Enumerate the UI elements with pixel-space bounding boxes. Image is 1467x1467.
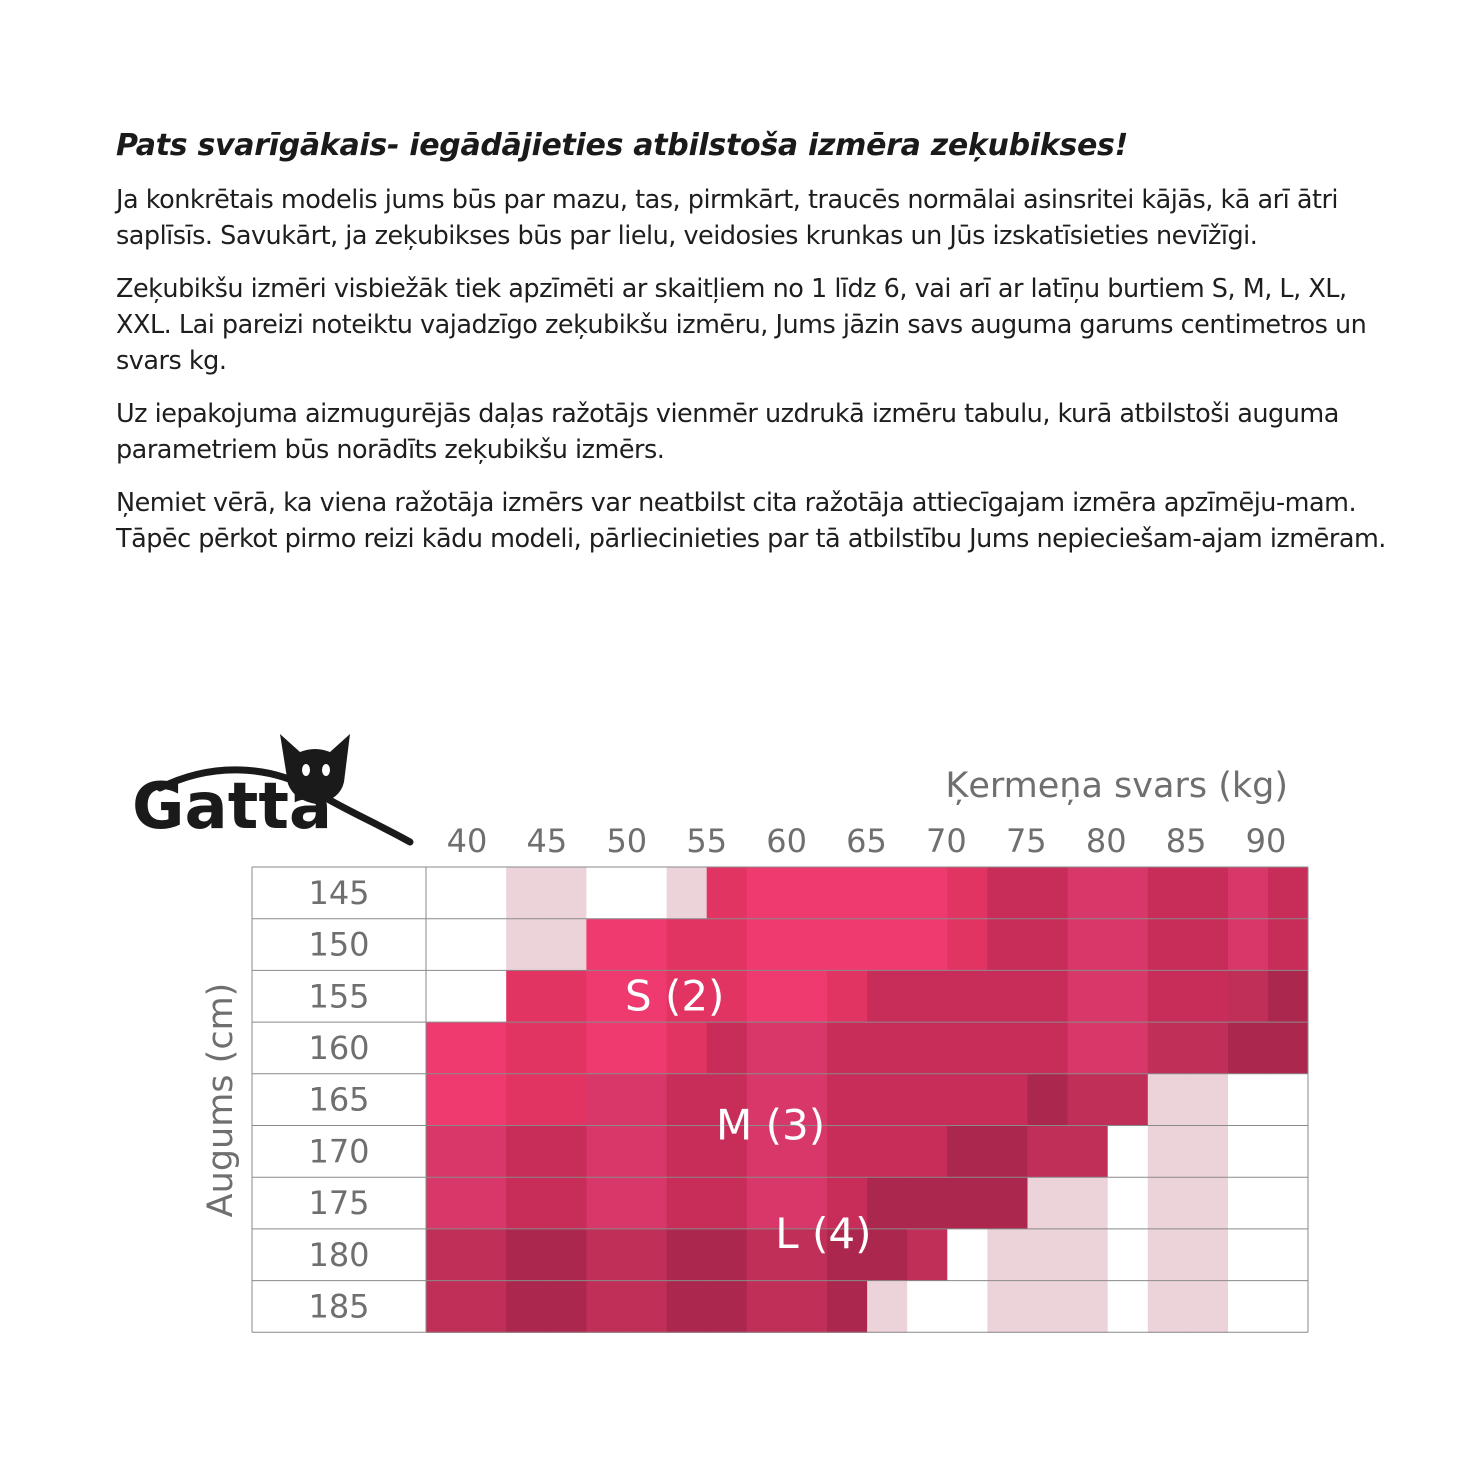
chart-cell	[827, 867, 868, 919]
chart-cell	[827, 970, 868, 1022]
chart-cell	[506, 867, 547, 919]
chart-cell	[907, 1229, 948, 1281]
chart-cell	[546, 1074, 587, 1126]
chart-cell	[1028, 919, 1069, 971]
chart-cell	[1148, 867, 1189, 919]
chart-cell	[627, 919, 668, 971]
chart-cell	[506, 919, 547, 971]
chart-cell	[506, 1022, 547, 1074]
chart-cell	[426, 1022, 467, 1074]
x-tick-label: 75	[1005, 822, 1047, 860]
chart-cell	[867, 1229, 908, 1281]
chart-cell	[586, 1022, 627, 1074]
chart-cell	[426, 867, 467, 919]
x-tick-label: 50	[606, 822, 648, 860]
chart-cell	[947, 1229, 988, 1281]
chart-cell	[867, 919, 908, 971]
chart-cell	[1148, 1126, 1189, 1178]
chart-cell	[627, 1126, 668, 1178]
chart-cell	[426, 1281, 467, 1333]
chart-cell	[867, 867, 908, 919]
chart-cell	[466, 1126, 507, 1178]
chart-cell	[627, 1177, 668, 1229]
chart-cell	[1188, 1022, 1229, 1074]
chart-cell	[667, 1074, 708, 1126]
chart-cell	[907, 1126, 948, 1178]
chart-cell	[1068, 1281, 1109, 1333]
chart-cell	[667, 1022, 708, 1074]
chart-cell	[747, 1022, 788, 1074]
chart-cell	[1148, 1074, 1189, 1126]
chart-cell	[787, 1022, 828, 1074]
chart-cell	[827, 1022, 868, 1074]
chart-cell	[1188, 1126, 1229, 1178]
chart-cell	[787, 919, 828, 971]
chart-cell	[1148, 970, 1189, 1022]
chart-cell	[1148, 1229, 1189, 1281]
chart-cell	[987, 867, 1028, 919]
chart-cell	[466, 867, 507, 919]
chart-cell	[987, 1281, 1028, 1333]
chart-cell	[1148, 1022, 1189, 1074]
chart-cell	[867, 970, 908, 1022]
chart-cell	[1148, 1177, 1189, 1229]
chart-cell	[1228, 867, 1269, 919]
chart-cell	[627, 867, 668, 919]
chart-cell	[907, 1281, 948, 1333]
chart-cell	[1188, 1229, 1229, 1281]
chart-cell	[506, 1074, 547, 1126]
chart-cell	[787, 1281, 828, 1333]
chart-cell	[867, 1281, 908, 1333]
chart-cell	[1028, 970, 1069, 1022]
chart-cell	[947, 970, 988, 1022]
x-tick-label: 60	[766, 822, 807, 860]
chart-cell	[987, 1022, 1028, 1074]
chart-cell	[466, 1177, 507, 1229]
y-axis-title: Augums (cm)	[201, 982, 241, 1218]
chart-cell	[466, 1229, 507, 1281]
chart-cell	[987, 1229, 1028, 1281]
chart-cell	[707, 1229, 748, 1281]
y-tick-label: 150	[308, 925, 370, 964]
chart-cell	[987, 970, 1028, 1022]
brand-logo	[132, 734, 410, 844]
chart-cell	[947, 1022, 988, 1074]
size-label: L (4)	[775, 1209, 872, 1259]
chart-cell	[426, 1074, 467, 1126]
chart-cell	[667, 1126, 708, 1178]
chart-cell	[546, 1229, 587, 1281]
y-tick-label: 175	[308, 1184, 370, 1223]
chart-cell	[867, 1022, 908, 1074]
chart-cell	[947, 919, 988, 971]
chart-cell	[546, 1126, 587, 1178]
chart-cell	[1268, 970, 1308, 1022]
chart-cell	[586, 1126, 627, 1178]
chart-cell	[827, 1281, 868, 1333]
x-tick-label: 90	[1245, 822, 1287, 860]
chart-cell	[466, 1022, 507, 1074]
chart-cell	[546, 970, 587, 1022]
chart-cell	[1068, 1229, 1109, 1281]
chart-cell	[1068, 1177, 1109, 1229]
chart-cell	[867, 1126, 908, 1178]
chart-cell	[506, 1126, 547, 1178]
chart-cell	[466, 1074, 507, 1126]
chart-cell	[987, 919, 1028, 971]
chart-cell	[586, 1229, 627, 1281]
chart-cell	[546, 1022, 587, 1074]
chart-cell	[426, 1229, 467, 1281]
chart-cell	[947, 1281, 988, 1333]
chart-cell	[947, 1126, 988, 1178]
size-chart	[0, 700, 1467, 1380]
y-tick-label: 170	[308, 1132, 370, 1171]
chart-cell	[1268, 1074, 1308, 1126]
chart-cell	[987, 1126, 1028, 1178]
article-paragraph-3: Uz iepakojuma aizmugurējās daļas ražotājs vienmēr uzdrukā izmēru tabulu, kurā atbilstoši auguma parametriem būs norādīts zeķubikšu izmērs.	[116, 399, 1339, 465]
chart-cell	[546, 867, 587, 919]
chart-cell	[1268, 1126, 1308, 1178]
chart-cell	[1228, 970, 1269, 1022]
chart-cell	[1188, 867, 1229, 919]
chart-cell	[1108, 1177, 1149, 1229]
chart-cell	[867, 1074, 908, 1126]
chart-cell	[1068, 1022, 1109, 1074]
chart-cell	[1228, 1022, 1269, 1074]
x-tick-label: 55	[686, 822, 728, 860]
chart-cell	[1188, 1177, 1229, 1229]
chart-cell	[586, 970, 627, 1022]
chart-cell	[1148, 1281, 1189, 1333]
chart-cell	[667, 867, 708, 919]
chart-cell	[1068, 1074, 1109, 1126]
chart-cell	[947, 867, 988, 919]
y-tick-label: 185	[308, 1287, 370, 1326]
chart-cell	[1108, 1281, 1149, 1333]
chart-cell	[907, 970, 948, 1022]
chart-cell	[1228, 1229, 1269, 1281]
article-heading: Pats svarīgākais- iegādājieties atbilstoša izmēra zeķubikses!	[116, 128, 1128, 163]
chart-cell	[627, 1281, 668, 1333]
chart-cell	[787, 970, 828, 1022]
chart-cell	[667, 1177, 708, 1229]
chart-cell	[1268, 1177, 1308, 1229]
chart-cell	[586, 919, 627, 971]
chart-cell	[987, 1177, 1028, 1229]
chart-cell	[1228, 919, 1269, 971]
chart-cell	[907, 1177, 948, 1229]
chart-cell	[627, 1074, 668, 1126]
article-paragraph-1: Ja konkrētais modelis jums būs par mazu, tas, pirmkārt, traucēs normālai asinsritei kājās, kā arī ātri saplīsīs. Savukārt, ja zeķubikses būs par lielu, veidosies krunkas un Jūs izskatīsieties nevīžīgi.	[116, 185, 1339, 251]
chart-cell	[907, 867, 948, 919]
chart-cell	[707, 1022, 748, 1074]
chart-cell	[1028, 1281, 1069, 1333]
x-tick-label: 85	[1165, 822, 1207, 860]
chart-cell	[1108, 1229, 1149, 1281]
chart-cell	[426, 919, 467, 971]
chart-cell	[627, 1229, 668, 1281]
chart-cell	[1108, 867, 1149, 919]
chart-cell	[1228, 1126, 1269, 1178]
chart-cell	[1028, 1177, 1069, 1229]
chart-cell	[827, 1074, 868, 1126]
chart-cell	[466, 970, 507, 1022]
chart-cell	[827, 1126, 868, 1178]
y-tick-label: 165	[308, 1080, 370, 1119]
chart-cell	[426, 1126, 467, 1178]
chart-cell	[586, 1281, 627, 1333]
chart-cell	[1228, 1074, 1269, 1126]
chart-cell	[1268, 867, 1308, 919]
chart-cell	[907, 1022, 948, 1074]
chart-cell	[1228, 1177, 1269, 1229]
chart-cell	[947, 1177, 988, 1229]
chart-cell	[787, 867, 828, 919]
chart-cell	[1028, 1229, 1069, 1281]
x-tick-label: 70	[926, 822, 967, 860]
chart-cell	[546, 919, 587, 971]
chart-cell	[546, 1177, 587, 1229]
article	[116, 124, 1406, 574]
x-axis-title: Ķermeņa svars (kg)	[945, 766, 1288, 806]
chart-cell	[586, 1177, 627, 1229]
logo-text: Gatta	[132, 770, 333, 844]
chart-cell	[1148, 919, 1189, 971]
chart-cell	[506, 1281, 547, 1333]
x-tick-label: 45	[526, 822, 568, 860]
y-tick-label: 155	[308, 977, 370, 1016]
chart-cell	[667, 1229, 708, 1281]
chart-cell	[867, 1177, 908, 1229]
chart-cell	[1028, 1074, 1069, 1126]
chart-cell	[627, 1022, 668, 1074]
chart-cell	[1068, 970, 1109, 1022]
chart-cell	[1228, 1281, 1269, 1333]
chart-cell	[1188, 1074, 1229, 1126]
chart-cell	[1268, 1022, 1308, 1074]
chart-cell	[506, 1177, 547, 1229]
chart-cell	[426, 970, 467, 1022]
chart-cell	[747, 919, 788, 971]
chart-cell	[667, 919, 708, 971]
chart-cell	[707, 919, 748, 971]
chart-cell	[1268, 919, 1308, 971]
chart-cell	[1268, 1281, 1308, 1333]
chart-cell	[466, 919, 507, 971]
article-paragraph-2: Zeķubikšu izmēri visbiežāk tiek apzīmēti ar skaitļiem no 1 līdz 6, vai arī ar latīņu burtiem S, M, L, XL, XXL. Lai pareizi noteiktu vajadzīgo zeķubikšu izmēru, Jums jāzin savs auguma garums centimetros un svars kg.	[116, 274, 1367, 376]
chart-cell	[907, 919, 948, 971]
chart-cell	[506, 1229, 547, 1281]
chart-cell	[1108, 1074, 1149, 1126]
chart-cell	[506, 970, 547, 1022]
chart-cell	[707, 1281, 748, 1333]
chart-cell	[546, 1281, 587, 1333]
chart-cell	[907, 1074, 948, 1126]
chart-cell	[987, 1074, 1028, 1126]
chart-cell	[827, 919, 868, 971]
chart-cell	[947, 1074, 988, 1126]
chart-cell	[1268, 1229, 1308, 1281]
chart-cell	[1188, 1281, 1229, 1333]
chart-cell	[1108, 970, 1149, 1022]
chart-cell	[1028, 1022, 1069, 1074]
chart-cell	[707, 867, 748, 919]
chart-cell	[586, 1074, 627, 1126]
x-tick-label: 65	[846, 822, 887, 860]
chart-cell	[707, 1177, 748, 1229]
article-paragraph-4: Ņemiet vērā, ka viena ražotāja izmērs var neatbilst cita ražotāja attiecīgajam izmēra apzīmēju-mam. Tāpēc pērkot pirmo reizi kādu modeli, pārliecinieties par tā atbilstību Jums nepieciešam-ajam izmēram.	[116, 488, 1386, 554]
chart-cell	[466, 1281, 507, 1333]
size-label: M (3)	[716, 1100, 826, 1150]
chart-cell	[586, 867, 627, 919]
chart-cell	[1188, 919, 1229, 971]
y-tick-label: 145	[308, 873, 370, 912]
chart-cell	[1028, 867, 1069, 919]
chart-cell	[747, 1281, 788, 1333]
chart-cell	[1108, 1126, 1149, 1178]
y-tick-label: 160	[308, 1029, 370, 1067]
chart-cell	[1068, 867, 1109, 919]
y-tick-label: 180	[308, 1235, 370, 1274]
chart-cell	[747, 867, 788, 919]
chart-cell	[426, 1177, 467, 1229]
chart-cell	[1068, 919, 1109, 971]
x-tick-label: 80	[1085, 822, 1127, 860]
chart-cell	[1028, 1126, 1069, 1178]
chart-cell	[1108, 1022, 1149, 1074]
chart-cell	[1068, 1126, 1109, 1178]
size-label: S (2)	[624, 971, 725, 1021]
chart-cell	[1188, 970, 1229, 1022]
chart-cell	[747, 970, 788, 1022]
chart-cell	[667, 1281, 708, 1333]
chart-cell	[1108, 919, 1149, 971]
x-tick-label: 40	[446, 822, 488, 860]
